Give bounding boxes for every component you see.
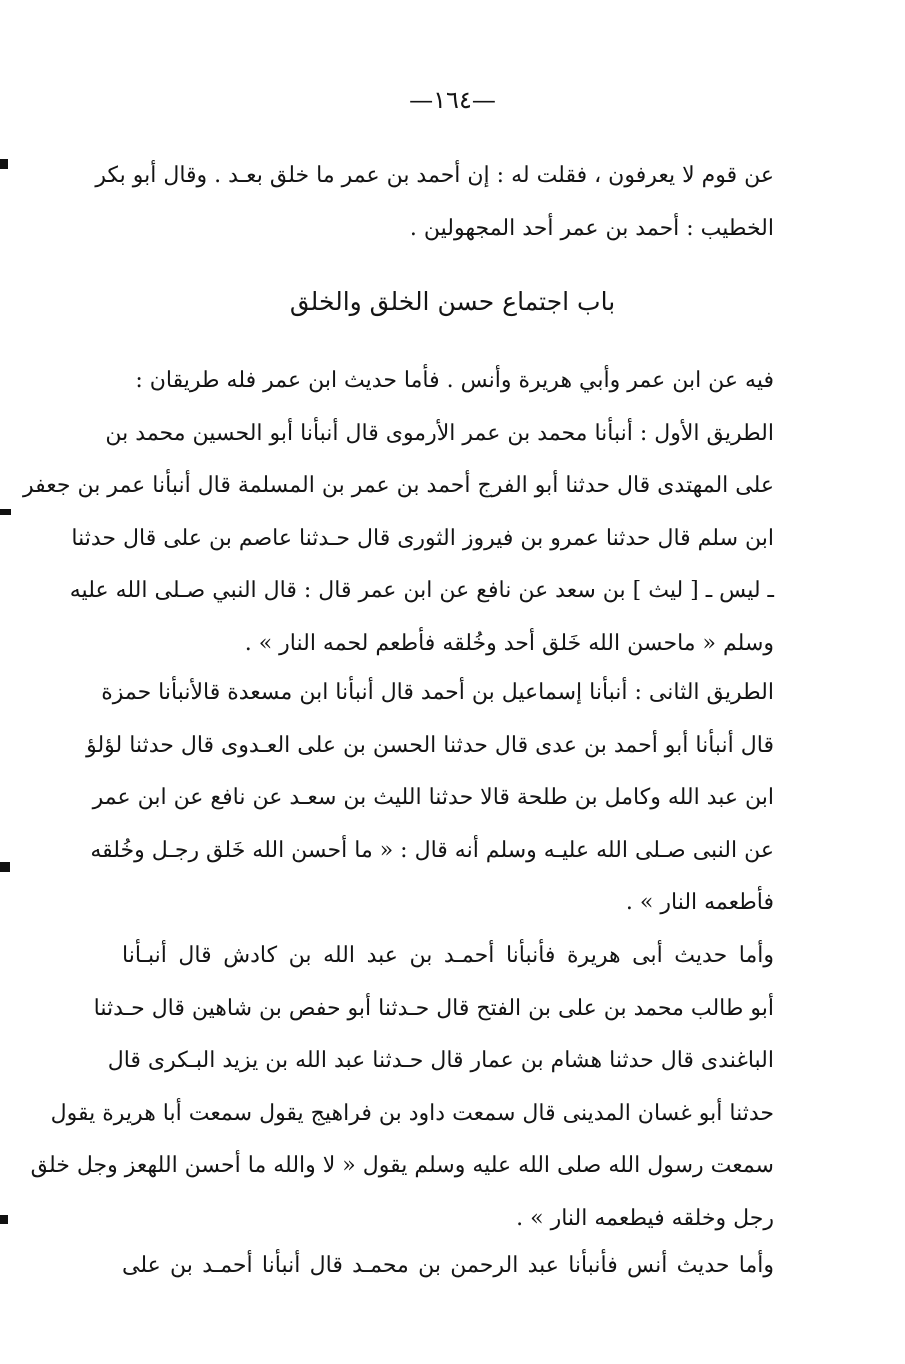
text-line: رجل وخلقه فيطعمه النار » . — [516, 1205, 774, 1231]
paragraph-second-route — [86, 667, 774, 930]
text-line: فيه عن ابن عمر وأبي هريرة وأنس . فأما حديث ابن عمر فله طريقان : — [135, 368, 774, 393]
text-line: الطريق الأول : أنبأنا محمد بن عمر الأرموى قال أنبأنا أبو الحسين محمد بن — [105, 420, 774, 446]
margin-mark — [0, 159, 8, 169]
paragraph-anas — [122, 1240, 774, 1293]
section-heading: باب اجتماع حسن الخلق والخلق — [289, 287, 616, 316]
text-line: عن النبى صـلى الله عليـه وسلم أنه قال : « ما أحسن الله خَلق رجـل وخُلقه — [90, 837, 774, 863]
text-line: وسلم « ماحسن الله خَلق أحد وخُلقه فأطعم لحمه النار » . — [244, 630, 774, 656]
text-line: وأما حديث أبى هريرة فأنبأنا أحمـد بن عبد الله بن كادش قال أنبـأنا — [122, 943, 774, 968]
text-line: حدثنا أبو غسان المدينى قال سمعت داود بن فراهيج يقول سمعت أبا هريرة يقول — [50, 1100, 774, 1126]
text-line: ـ ليس ـ [ ليث ] بن سعد عن نافع عن ابن عمر قال : قال النبي صـلى الله عليه — [69, 578, 774, 603]
paragraph-abu-hurayra — [30, 930, 774, 1245]
text-line: عن قوم لا يعرفون ، فقلت له : إن أحمد بن عمر ما خلق بعـد . وقال أبو بكر — [95, 163, 774, 188]
text-line: وأما حديث أنس فأنبأنا عبد الرحمن بن محمـد قال أنبأنا أحمـد بن على — [122, 1253, 774, 1278]
text-line: قال أنبأنا أبو أحمد بن عدى قال حدثنا الحسن بن على العـدوى قال حدثنا لؤلؤ — [86, 732, 774, 758]
margin-mark — [0, 509, 11, 515]
intro-paragraph — [95, 150, 774, 255]
text-line: الطريق الثانى : أنبأنا إسماعيل بن أحمد قال أنبأنا ابن مسعدة قالأنبأنا حمزة — [101, 680, 774, 705]
text-line: أبو طالب محمد بن على بن الفتح قال حـدثنا أبو حفص بن شاهين قال حـدثنا — [93, 995, 774, 1021]
text-line: سمعت رسول الله صلى الله عليه وسلم يقول « لا والله ما أحسن اللهعز وجل خلق — [30, 1153, 774, 1178]
text-line: ابن عبد الله وكامل بن طلحة قالا حدثنا الليث بن سعـد عن نافع عن ابن عمر — [92, 785, 774, 810]
margin-mark — [0, 862, 10, 872]
text-line: الباغندى قال حدثنا هشام بن عمار قال حـدثنا عبد الله بن يزيد البـكرى قال — [107, 1048, 774, 1073]
margin-mark — [0, 1215, 8, 1224]
page-number: —١٦٤— — [409, 86, 496, 114]
text-line: الخطيب : أحمد بن عمر أحد المجهولين . — [409, 215, 774, 241]
paragraph-ibn-umar — [22, 355, 774, 670]
text-line: على المهتدى قال حدثنا أبو الفرج أحمد بن عمر بن المسلمة قال أنبأنا عمر بن جعفر — [22, 473, 774, 498]
text-line: ابن سلم قال حدثنا عمرو بن فيروز الثورى قال حـدثنا عاصم بن على قال حدثنا — [71, 525, 774, 551]
text-line: فأطعمه النار » . — [625, 890, 774, 915]
